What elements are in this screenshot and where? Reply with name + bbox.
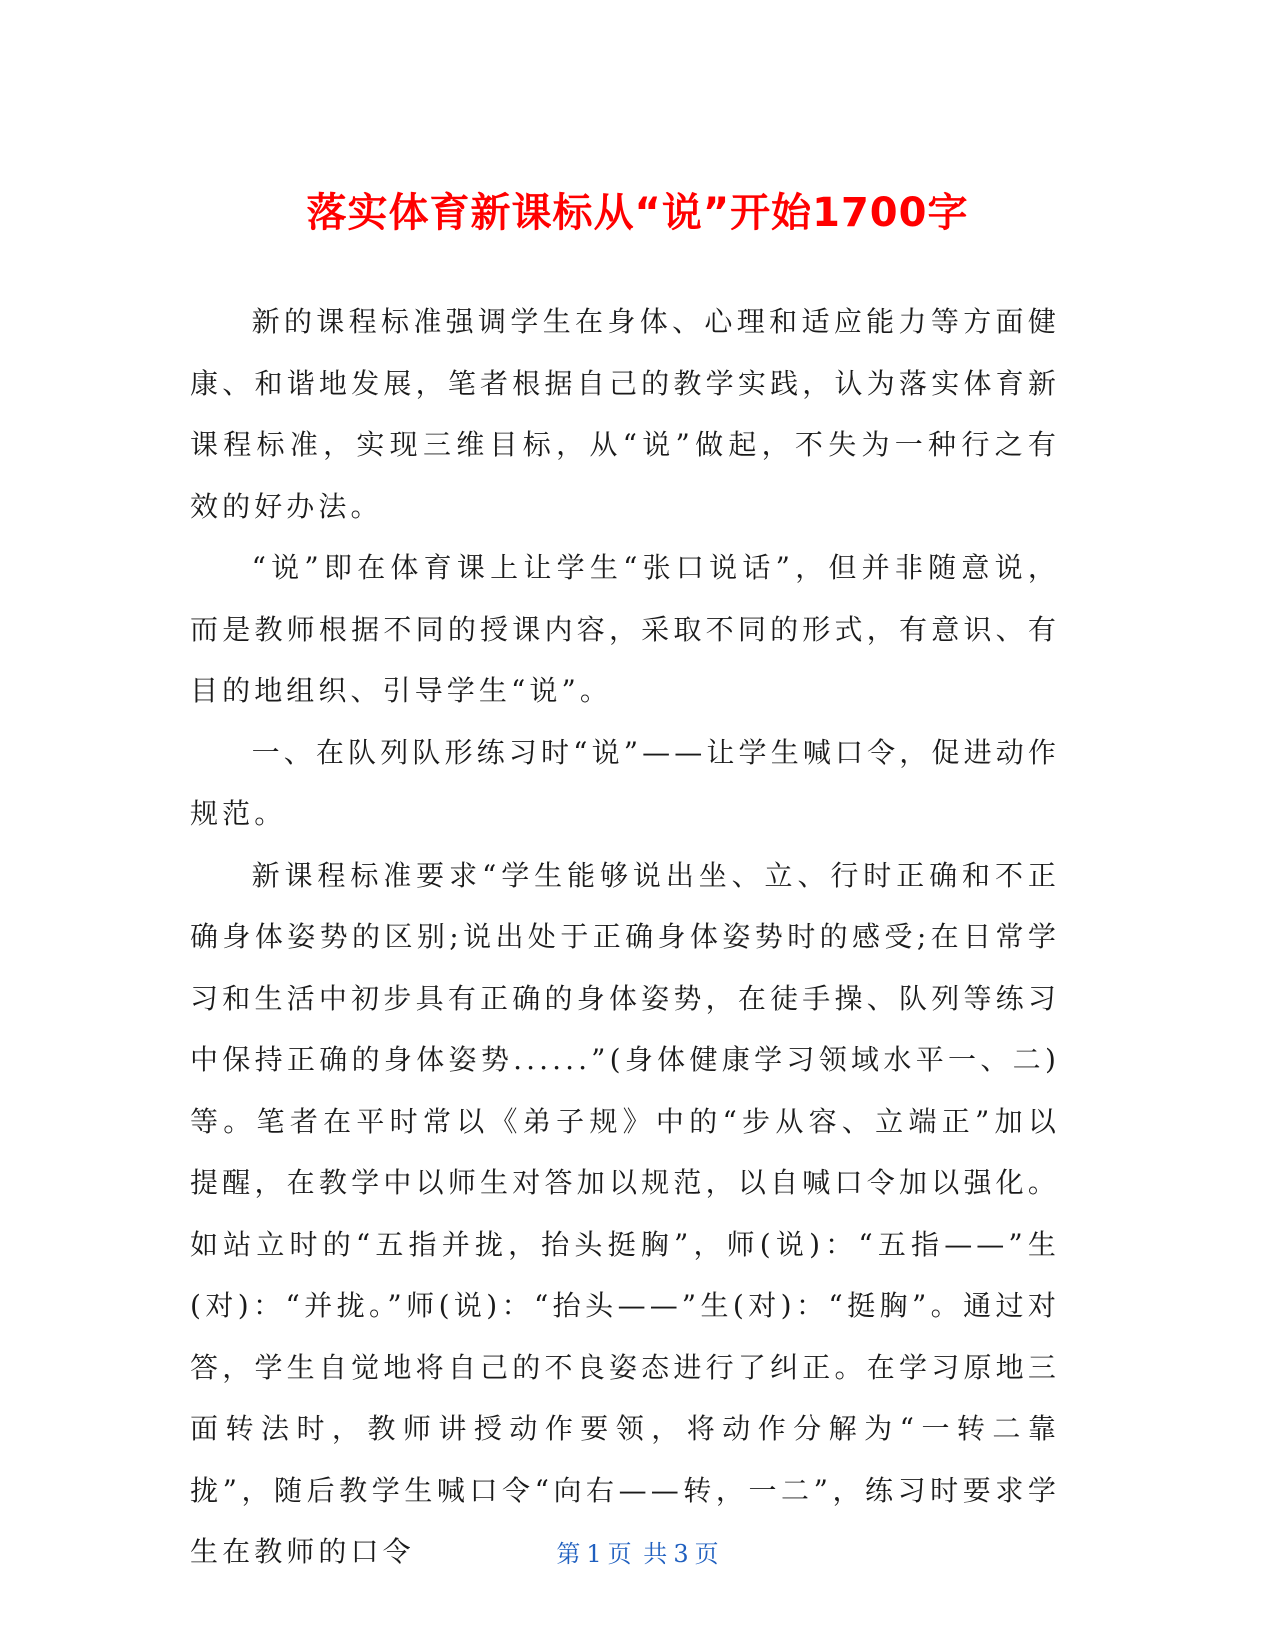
document-title: 落实体育新课标从“说”开始1700字 [306,189,969,236]
page-total: 3 [673,1540,689,1568]
section-heading-one: 一、在队列队形练习时“说”——让学生喊口令，促进动作规范。 [190,735,1060,830]
page-mid: 页 共 [607,1540,668,1568]
page-prefix: 第 [556,1540,581,1568]
paragraph-definition: “说”即在体育课上让学生“张口说话”，但并非随意说，而是教师根据不同的授课内容，采取不同的形式，有意识、有目的地组织、引导学生“说”。 [190,551,1060,707]
paragraph-section-one-body: 新课程标准要求“学生能够说出坐、立、行时正确和不正确身体姿势的区别;说出处于正确身体姿势时的感受;在日常学习和生活中初步具有正确的身体姿势，在徒手操、队列等练习中保持正确的身体姿势......”(身体健康学习领域水平一、二)等。笔者在平时常以《弟子规》中的“步从容、立端正”加以提醒，在教学中以师生对答加以规范，以自喊口令加以强化。如站立时的“五指并拢，抬头挺胸”，师(说)：“五指——”生(对)：“并拢。”师(说)：“抬头——”生(对)：“挺胸”。通过对答，学生自觉地将自己的不良姿态进行了纠正。在学习原地三面转法时，教师讲授动作要领，将动作分解为“一转二靠拢”，随后教学生喊口令“向右——转，一二”，练习时要求学生在教师的口令 [190,858,1060,1568]
paragraph-intro: 新的课程标准强调学生在身体、心理和适应能力等方面健康、和谐地发展，笔者根据自己的教学实践，认为落实体育新课程标准，实现三维目标，从“说”做起，不失为一种行之有效的好办法。 [190,305,1060,523]
page-current: 1 [586,1540,602,1568]
page-suffix: 页 [694,1540,719,1568]
page-number-footer [0,1538,1275,1570]
document-body [190,291,1060,1583]
